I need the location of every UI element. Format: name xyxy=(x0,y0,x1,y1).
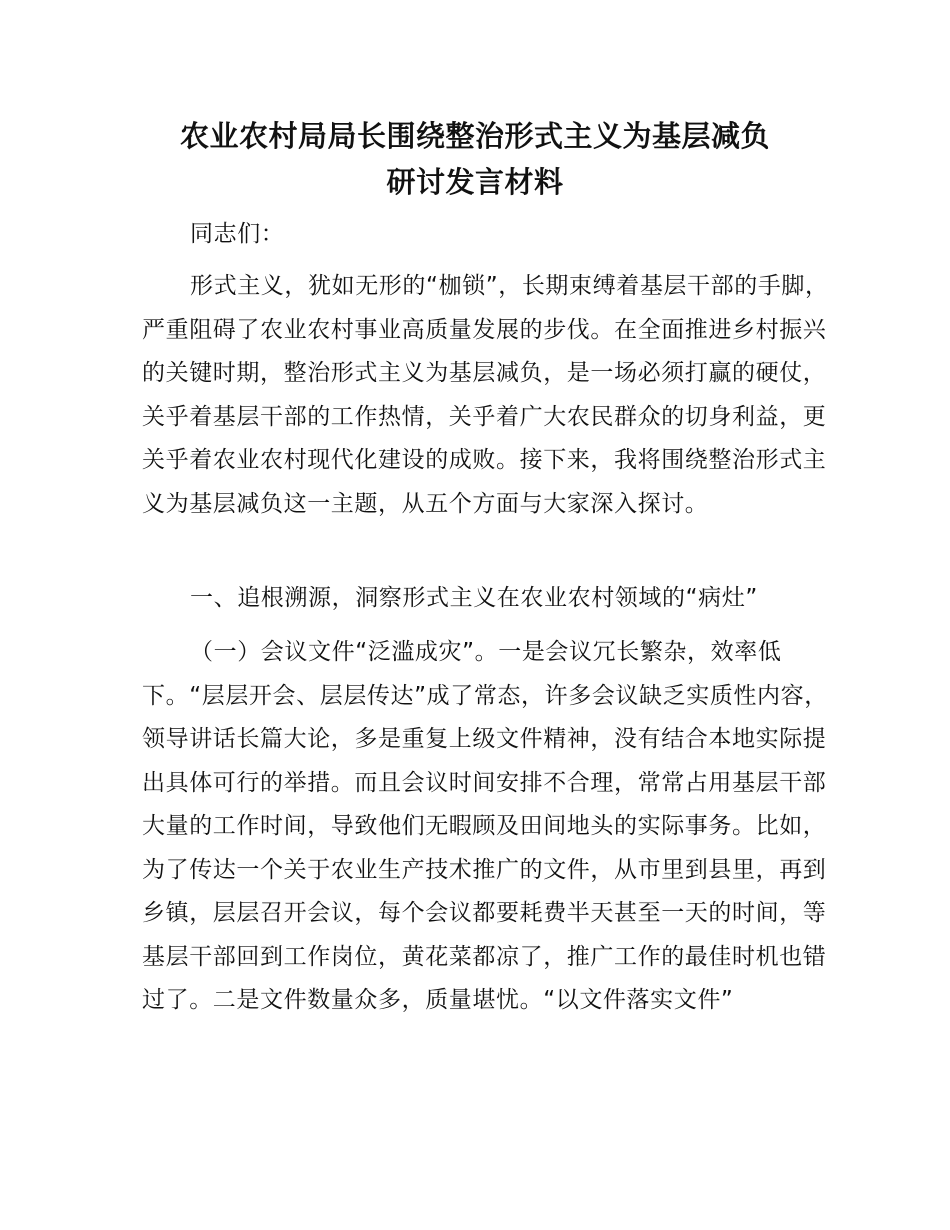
salutation: 同志们： xyxy=(190,221,285,247)
intro-paragraph: 形式主义，犹如无形的“枷锁”，长期束缚着基层干部的手脚，严重阻碍了农业农村事业高质量发展的步伐。在全面推进乡村振兴的关键时期，整治形式主义为基层减负，是一场必须打赢的硬仗，关乎着基层干部的工作热情，关乎着广大农民群众的切身利益，更关乎着农业农村现代化建设的成败。接下来，我将围绕整治形式主义为基层减负这一主题，从五个方面与大家深入探讨。 xyxy=(142,273,829,517)
section-heading: 一、追根溯源，洞察形式主义在农业农村领域的“病灶” xyxy=(190,585,758,611)
document-title-line-1: 农业农村局局长围绕整治形式主义为基层减负 xyxy=(179,119,770,153)
document-title-line-2: 研讨发言材料 xyxy=(386,165,564,199)
body-paragraph: （一）会议文件“泛滥成灾”。一是会议冗长繁杂，效率低下。“层层开会、层层传达”成了常态，许多会议缺乏实质性内容，领导讲话长篇大论，多是重复上级文件精神，没有结合本地实际提出具体可行的举措。而且会议时间安排不合理，常常占用基层干部大量的工作时间，导致他们无暇顾及田间地头的实际事务。比如，为了传达一个关于农业生产技术推广的文件，从市里到县里，再到乡镇，层层召开会议，每个会议都要耗费半天甚至一天的时间，等基层干部回到工作岗位，黄花菜都凉了，推广工作的最佳时机也错过了。二是文件数量众多，质量堪忧。“以文件落实文件” xyxy=(142,639,828,1013)
